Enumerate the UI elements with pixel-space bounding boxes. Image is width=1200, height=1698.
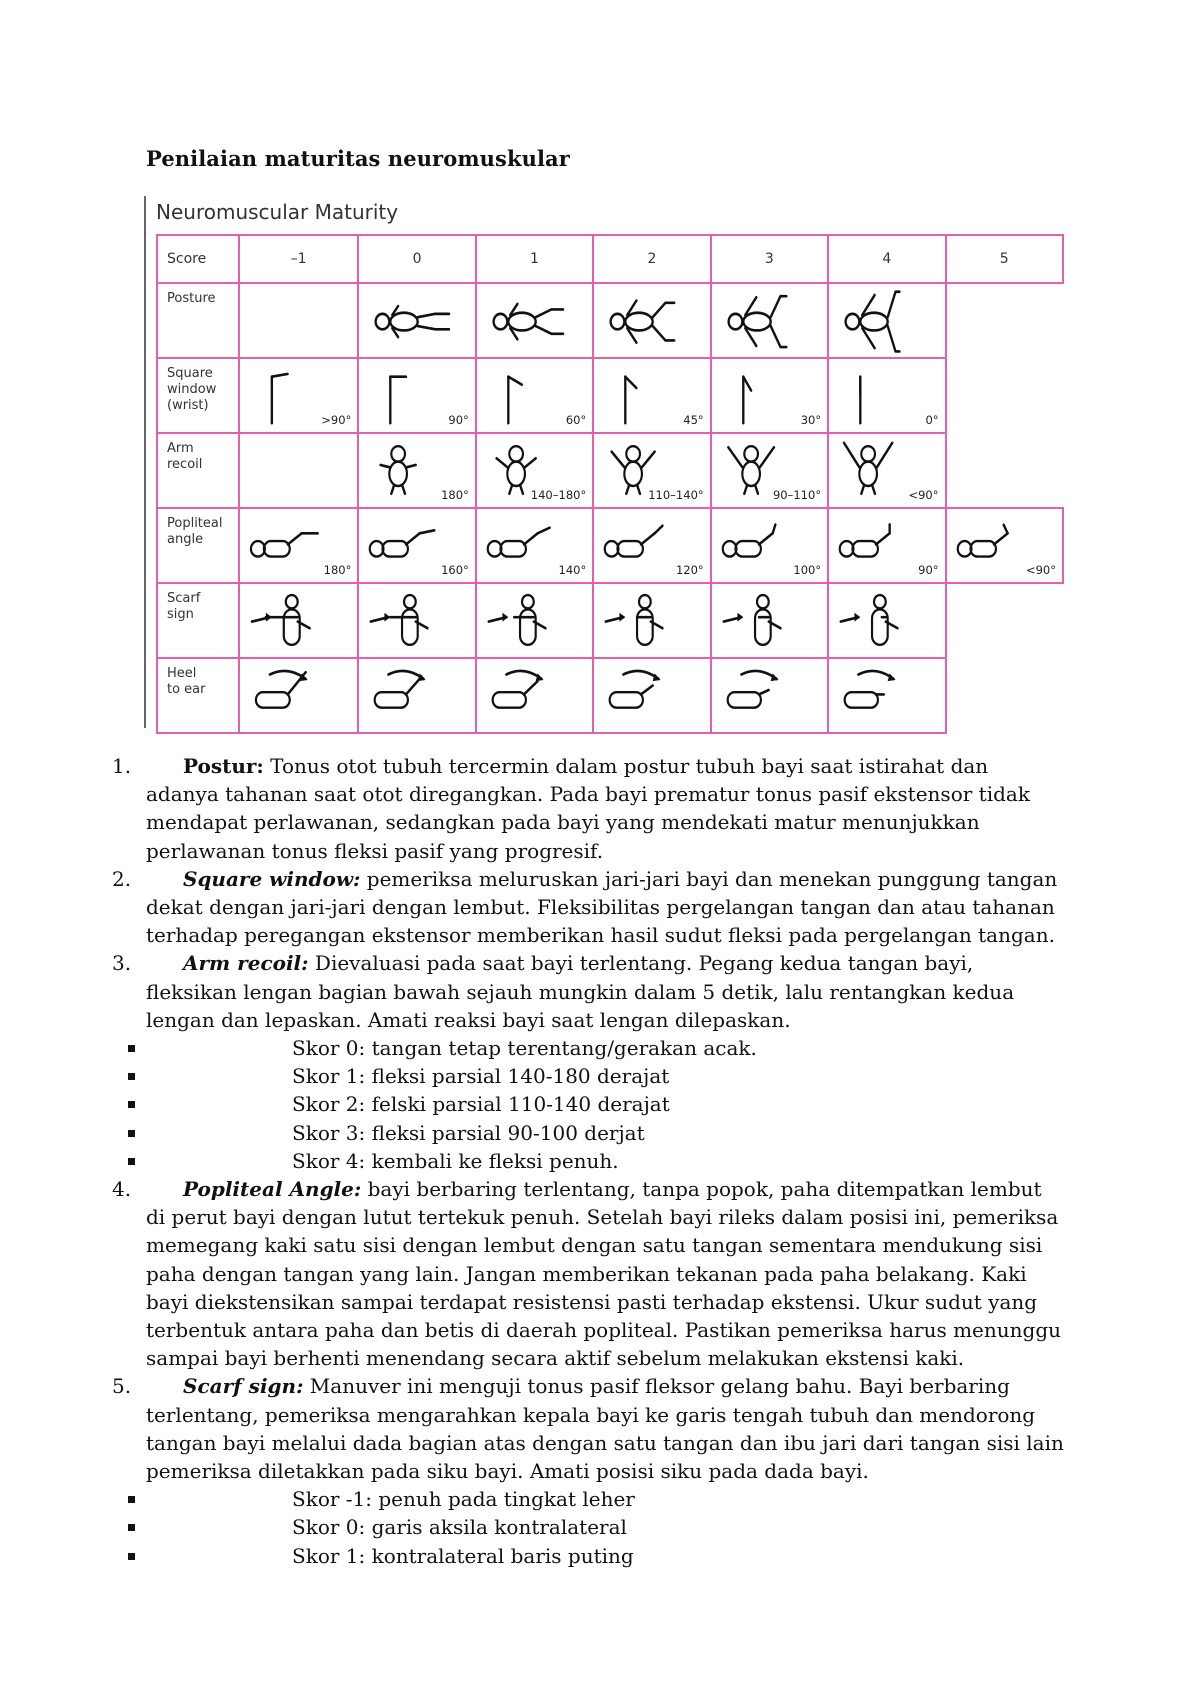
scarf-symbol-icon (240, 584, 357, 657)
cell-arm-score-4 (828, 433, 945, 508)
row-label-line: to ear (167, 682, 206, 697)
bullet-text: Skor 0: garis aksila kontralateral (292, 1515, 627, 1540)
term-description: Dievaluasi pada saat bayi terlentang. Pegang kedua tangan bayi, fleksikan lengan bagian bawah sejauh mungkin dalam 5 detik, lalu rentangkan kedua lengan dan lepaskan. Amati reaksi bayi saat lengan dilepaskan. (146, 951, 1015, 1032)
cell-arm-score-1 (476, 433, 593, 508)
cell-posture-score-0 (358, 283, 475, 358)
scarf-symbol-icon (594, 584, 709, 657)
row-label-heel (157, 658, 239, 733)
cell-scarf-score--1 (239, 583, 358, 658)
header-score-3: 2 (593, 235, 710, 283)
row-label-line: Arm (167, 441, 194, 456)
term-description: pemeriksa meluruskan jari-jari bayi dan menekan punggung tangan dekat dengan jari-jari dengan lembut. Fleksibilitas pergelangan tangan dan atau tahanan terhadap peregangan ekstensor memberikan hasil sudut fleksi pada pergelangan tangan. (146, 866, 1058, 948)
cell-scarf-score-3 (711, 583, 828, 658)
cell-heel-score-5 (946, 658, 1063, 733)
cell-heel-score-0 (358, 658, 475, 733)
maturity-table (156, 234, 1064, 734)
list-number: 5. (112, 1374, 132, 1399)
cell-scarf-score-0 (358, 583, 475, 658)
scarf-symbol-icon (829, 584, 944, 657)
cell-arm-score-3 (711, 433, 828, 508)
cell-arm-score-2 (593, 433, 710, 508)
cell-scarf-score-5 (946, 583, 1063, 658)
square-bullet-icon (128, 1101, 135, 1108)
cell-popliteal-score-3 (711, 508, 828, 583)
bullet-item (0, 1513, 1200, 1541)
angle-label: 90° (918, 563, 939, 577)
cell-popliteal-score-5 (946, 508, 1063, 583)
term-label: Popliteal Angle: (183, 1176, 362, 1201)
bullet-item (0, 1062, 1200, 1090)
heel-symbol-icon (594, 659, 709, 732)
term-label: Postur: (183, 754, 264, 778)
angle-label: 160° (441, 563, 469, 577)
row-label-line: sign (167, 607, 194, 622)
cell-posture-score--1 (239, 283, 358, 358)
list-item (0, 1372, 1200, 1485)
list-number: 1. (112, 754, 132, 778)
bullet-item (0, 1090, 1200, 1118)
angle-label: 90° (448, 413, 469, 427)
angle-label: 120° (675, 563, 704, 577)
term-label: Square window: (183, 866, 361, 891)
cell-scarf-score-2 (593, 583, 710, 658)
header-score-4: 3 (711, 235, 828, 283)
figure-left-rule (144, 196, 146, 728)
list-number: 3. (112, 951, 132, 976)
term-label: Scarf sign: (183, 1374, 304, 1399)
heel-symbol-icon (712, 659, 827, 732)
cell-popliteal-score-1 (476, 508, 593, 583)
square-bullet-icon (128, 1073, 135, 1080)
header-score-2: 1 (476, 235, 593, 283)
row-label-line: Square (167, 366, 213, 381)
heel-symbol-icon (240, 659, 357, 732)
posture-symbol-icon (712, 284, 827, 357)
posture-symbol-icon (477, 284, 592, 357)
angle-label: 180° (441, 488, 469, 502)
page-title: Penilaian maturitas neuromuskular (146, 146, 570, 171)
angle-label: <90° (908, 488, 939, 502)
angle-label: 30° (800, 413, 822, 427)
bullet-text: Skor 1: kontralateral baris puting (292, 1543, 634, 1568)
cell-heel-score-2 (593, 658, 710, 733)
bullet-text: Skor 1: fleksi parsial 140-180 derajat (292, 1064, 670, 1089)
cell-arm-score-5 (946, 433, 1063, 508)
list-paragraph (146, 1175, 1066, 1372)
row-label-arm (157, 433, 239, 508)
header-score-label: Score (157, 235, 239, 283)
term-label: Arm recoil: (183, 951, 309, 976)
bullet-text: Skor 4: kembali ke fleksi penuh. (292, 1148, 619, 1173)
angle-label: 140° (558, 563, 587, 577)
list-number: 4. (112, 1176, 132, 1201)
list-item (0, 752, 1200, 865)
angle-label: 45° (683, 413, 704, 427)
angle-label: 0° (925, 413, 939, 427)
cell-heel-score-4 (828, 658, 945, 733)
cell-square-score-0 (358, 358, 475, 433)
bullet-item (0, 1485, 1200, 1513)
row-label-scarf (157, 583, 239, 658)
term-description: Tonus otot tubuh tercermin dalam postur tubuh bayi saat istirahat dan adanya tahanan saat otot diregangkan. Pada bayi prematur tonus pasif ekstensor tidak mendapat perlawanan, sedangkan pada bayi yang mendekati matur menunjukkan perlawanan tonus fleksi pasif yang progresif. (146, 754, 1030, 863)
header-score-5: 4 (828, 235, 945, 283)
list-paragraph (146, 865, 1066, 950)
cell-posture-score-4 (828, 283, 945, 358)
row-label-line: recoil (167, 457, 203, 472)
row-label-line: (wrist) (167, 398, 209, 413)
cell-scarf-score-1 (476, 583, 593, 658)
row-label-line: Scarf (167, 591, 201, 606)
figure-title: Neuromuscular Maturity (156, 200, 399, 224)
angle-label: 100° (793, 563, 822, 577)
angle-label: 90–110° (772, 488, 822, 502)
square-bullet-icon (128, 1130, 135, 1137)
neuromuscular-maturity-figure (144, 196, 1064, 728)
angle-label: 140–180° (530, 488, 587, 502)
row-label-line: angle (167, 532, 204, 547)
scarf-symbol-icon (477, 584, 592, 657)
header-score-1: 0 (358, 235, 475, 283)
bullet-text: Skor -1: penuh pada tingkat leher (292, 1487, 635, 1512)
angle-label: <90° (1025, 563, 1056, 577)
bullet-item (0, 1119, 1200, 1147)
bullet-text: Skor 2: felski parsial 110-140 derajat (292, 1092, 670, 1117)
cell-square-score-2 (593, 358, 710, 433)
square-bullet-icon (128, 1496, 135, 1503)
square-bullet-icon (128, 1158, 135, 1165)
term-description: bayi berbaring terlentang, tanpa popok, paha ditempatkan lembut di perut bayi dengan lutut tertekuk penuh. Setelah bayi rileks dalam posisi ini, pemeriksa memegang kaki satu sisi dengan lembut dengan satu tangan sementara mendukung sisi paha dengan tangan yang lain. Jangan memberikan tekanan pada paha belakang. Kaki bayi diekstensikan sampai terdapat resistensi pasti terhadap ekstensi. Ukur sudut yang terbentuk antara paha dan betis di daerah popliteal. Pastikan pemeriksa harus menunggu sampai bayi berhenti menendang secara aktif sebelum melakukan ekstensi kaki. (146, 1176, 1062, 1371)
square-bullet-icon (128, 1524, 135, 1531)
heel-symbol-icon (359, 659, 474, 732)
cell-popliteal-score-4 (828, 508, 945, 583)
list-paragraph (146, 752, 1066, 865)
angle-label: 60° (565, 413, 587, 427)
bullet-text: Skor 3: fleksi parsial 90-100 derjat (292, 1120, 645, 1145)
header-score-0: –1 (239, 235, 358, 283)
cell-square-score-5 (946, 358, 1063, 433)
row-label-line: Posture (167, 291, 216, 306)
cell-posture-score-2 (593, 283, 710, 358)
cell-square-score-4 (828, 358, 945, 433)
list-item (0, 1175, 1200, 1372)
row-label-line: window (167, 382, 217, 397)
angle-label: >90° (321, 413, 352, 427)
square-bullet-icon (128, 1553, 135, 1560)
heel-symbol-icon (477, 659, 592, 732)
bullet-text: Skor 0: tangan tetap terentang/gerakan acak. (292, 1036, 757, 1061)
cell-popliteal-score-0 (358, 508, 475, 583)
list-paragraph (146, 949, 1066, 1034)
document-body (0, 752, 1200, 1570)
row-label-line: Heel (167, 666, 197, 681)
posture-symbol-icon (829, 284, 944, 357)
list-item (0, 865, 1200, 950)
cell-popliteal-score-2 (593, 508, 710, 583)
cell-square-score-3 (711, 358, 828, 433)
cell-posture-score-3 (711, 283, 828, 358)
cell-square-score--1 (239, 358, 358, 433)
cell-heel-score--1 (239, 658, 358, 733)
list-item (0, 949, 1200, 1034)
cell-scarf-score-4 (828, 583, 945, 658)
list-number: 2. (112, 866, 132, 891)
row-label-line: Popliteal (167, 516, 223, 531)
cell-popliteal-score--1 (239, 508, 358, 583)
row-label-popliteal (157, 508, 239, 583)
scarf-symbol-icon (712, 584, 827, 657)
cell-heel-score-1 (476, 658, 593, 733)
cell-heel-score-3 (711, 658, 828, 733)
square-bullet-icon (128, 1045, 135, 1052)
bullet-item (0, 1034, 1200, 1062)
list-paragraph (146, 1372, 1066, 1485)
bullet-item (0, 1542, 1200, 1570)
cell-posture-score-1 (476, 283, 593, 358)
angle-label: 110–140° (648, 488, 704, 502)
heel-symbol-icon (829, 659, 944, 732)
cell-arm-score--1 (239, 433, 358, 508)
term-description: Manuver ini menguji tonus pasif fleksor gelang bahu. Bayi berbaring terlentang, pemeriksa mengarahkan kepala bayi ke garis tengah tubuh dan mendorong tangan bayi melalui dada bagian atas dengan satu tangan dan ibu jari dari tangan sisi lain pemeriksa diletakkan pada siku bayi. Amati posisi siku pada dada bayi. (146, 1374, 1064, 1483)
header-score-6: 5 (946, 235, 1063, 283)
angle-label: 180° (323, 563, 352, 577)
bullet-item (0, 1147, 1200, 1175)
cell-arm-score-0 (358, 433, 475, 508)
posture-symbol-icon (594, 284, 709, 357)
row-label-posture (157, 283, 239, 358)
posture-symbol-icon (359, 284, 474, 357)
cell-square-score-1 (476, 358, 593, 433)
row-label-square (157, 358, 239, 433)
scarf-symbol-icon (359, 584, 474, 657)
cell-posture-score-5 (946, 283, 1063, 358)
